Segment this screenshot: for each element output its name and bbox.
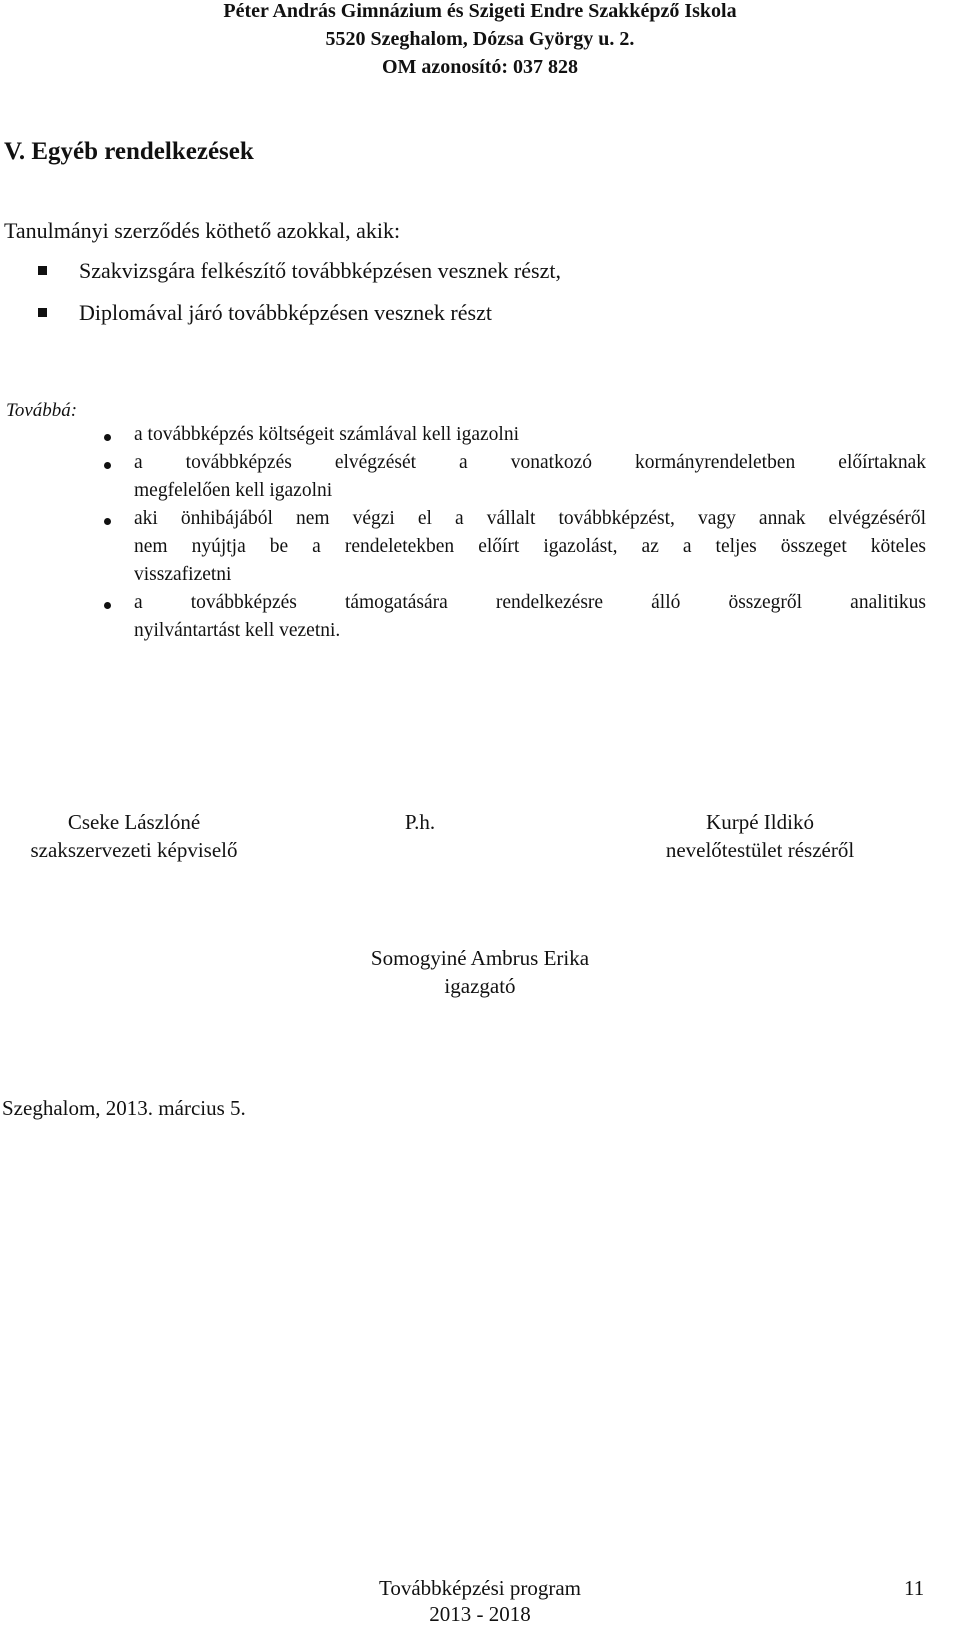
stamp-placeholder: P.h. <box>404 810 436 834</box>
bullet-icon <box>104 434 111 441</box>
list-item-text: a továbbképzés támogatására rendelkezésre álló összegről analitikus <box>134 592 926 613</box>
list-item-text: Diplomával járó továbbképzésen vesznek részt <box>79 300 492 325</box>
intro-text: Tanulmányi szerződés köthető azokkal, akik: <box>4 218 401 243</box>
list-item-text: visszafizetni <box>134 564 232 585</box>
school-name: Péter András Gimnázium és Szigeti Endre Szakképző Iskola <box>223 0 737 22</box>
bullet-icon <box>104 462 111 469</box>
om-id: OM azonosító: 037 828 <box>381 56 579 78</box>
principal-name: Somogyiné Ambrus Erika <box>370 946 590 970</box>
tovabba-label: Továbbá: <box>6 400 78 421</box>
signer-left-role: szakszervezeti képviselő <box>30 838 238 862</box>
list-item-text: nem nyújtja be a rendeletekben előírt igazolást, az a teljes összeget köteles <box>134 536 926 557</box>
footer-years: 2013 - 2018 <box>429 1602 531 1626</box>
bullet-icon <box>104 518 111 525</box>
list-item-text: Szakvizsgára felkészítő továbbképzésen vesznek részt, <box>79 258 561 283</box>
square-bullet-icon <box>38 266 47 275</box>
section-title: V. Egyéb rendelkezések <box>4 138 254 165</box>
signer-right-role: nevelőtestület részéről <box>665 838 855 862</box>
list-item-text: a továbbképzés költségeit számlával kell igazolni <box>134 424 519 445</box>
place-date: Szeghalom, 2013. március 5. <box>2 1096 246 1120</box>
school-address: 5520 Szeghalom, Dózsa György u. 2. <box>325 28 635 50</box>
list-item-text: a továbbképzés elvégzését a vonatkozó kormányrendeletben előírtaknak <box>134 452 926 473</box>
signer-left-name: Cseke Lászlóné <box>67 810 201 834</box>
square-bullet-icon <box>38 308 47 317</box>
footer-title: Továbbképzési program <box>378 1576 582 1600</box>
list-item-text: megfelelően kell igazolni <box>134 480 333 501</box>
signer-right-name: Kurpé Ildikó <box>706 810 814 834</box>
principal-role: igazgató <box>444 974 516 998</box>
list-item-text: nyilvántartást kell vezetni. <box>134 620 341 641</box>
list-item-text: aki önhibájából nem végzi el a vállalt továbbképzést, vagy annak elvégzéséről <box>134 508 926 529</box>
page-number: 11 <box>904 1576 925 1600</box>
bullet-icon <box>104 602 111 609</box>
